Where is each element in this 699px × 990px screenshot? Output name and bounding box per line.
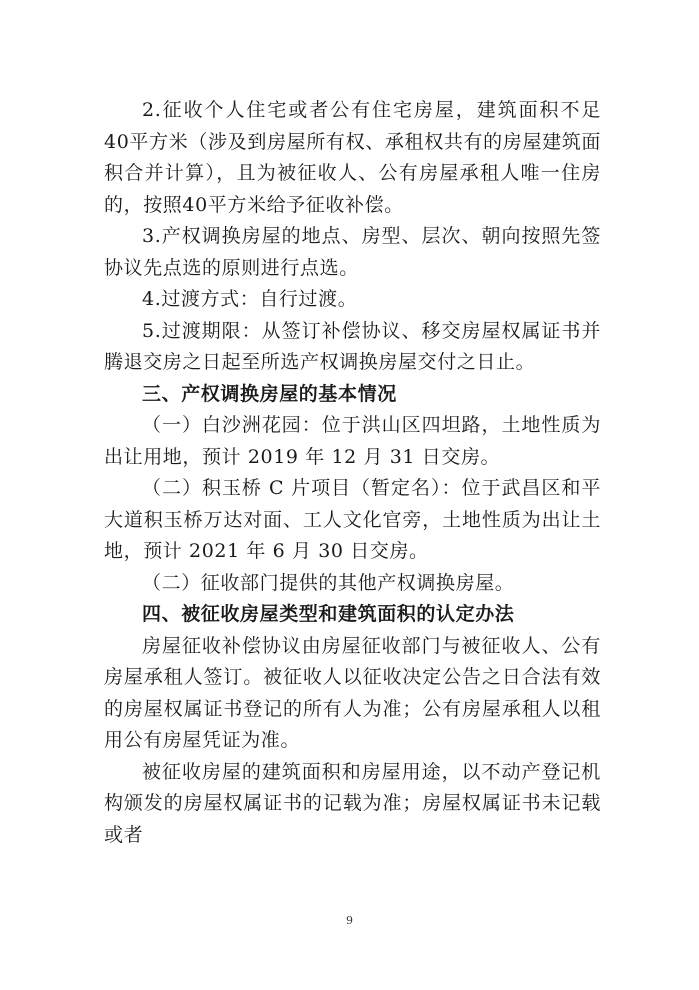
- paragraph-agreement: 房屋征收补偿协议由房屋征收部门与被征收人、公有房屋承租人签订。被征收人以征收决定公告之日合法有效的房屋权属证书登记的所有人为准；公有房屋承租人以租用公有房屋凭证为准。: [104, 634, 601, 751]
- paragraph-baishazhou: （一）白沙洲花园：位于洪山区四坦路，土地性质为出让用地，预计 2019 年 12 月 31 日交房。: [104, 414, 601, 468]
- section-heading-4: 四、被征收房屋类型和建筑面积的认定办法: [142, 603, 515, 625]
- document-body: [104, 95, 601, 851]
- section-heading-3: 三、产权调换房屋的基本情况: [142, 382, 397, 405]
- paragraph-jiyuqiao: （二）积玉桥 C 片项目（暂定名）：位于武昌区和平大道积玉桥万达对面、工人文化官旁，土地性质为出让土地，预计 2021 年 6 月 30 日交房。: [104, 477, 601, 562]
- paragraph-other-housing: （二）征收部门提供的其他产权调换房屋。: [142, 571, 515, 594]
- paragraph-area-usage: 被征收房屋的建筑面积和房屋用途，以不动产登记机构颁发的房屋权属证书的记载为准；房屋权属证书未记载或者: [104, 760, 601, 846]
- paragraph-item-3: 3.产权调换房屋的地点、房型、层次、朝向按照先签协议先点选的原则进行点选。: [104, 225, 601, 279]
- paragraph-item-2: 2.征收个人住宅或者公有住宅房屋，建筑面积不足 40平方米（涉及到房屋所有权、承租权共有的房屋建筑面积合并计算），且为被征收人、公有房屋承租人唯一住房的，按照40平方米给予征收补偿。: [104, 99, 601, 216]
- paragraph-item-4: 4.过渡方式：自行过渡。: [142, 288, 358, 310]
- page-number: 9: [346, 914, 353, 927]
- paragraph-item-5: 5.过渡期限：从签订补偿协议、移交房屋权属证书并腾退交房之日起至所选产权调换房屋交付之日止。: [104, 319, 601, 373]
